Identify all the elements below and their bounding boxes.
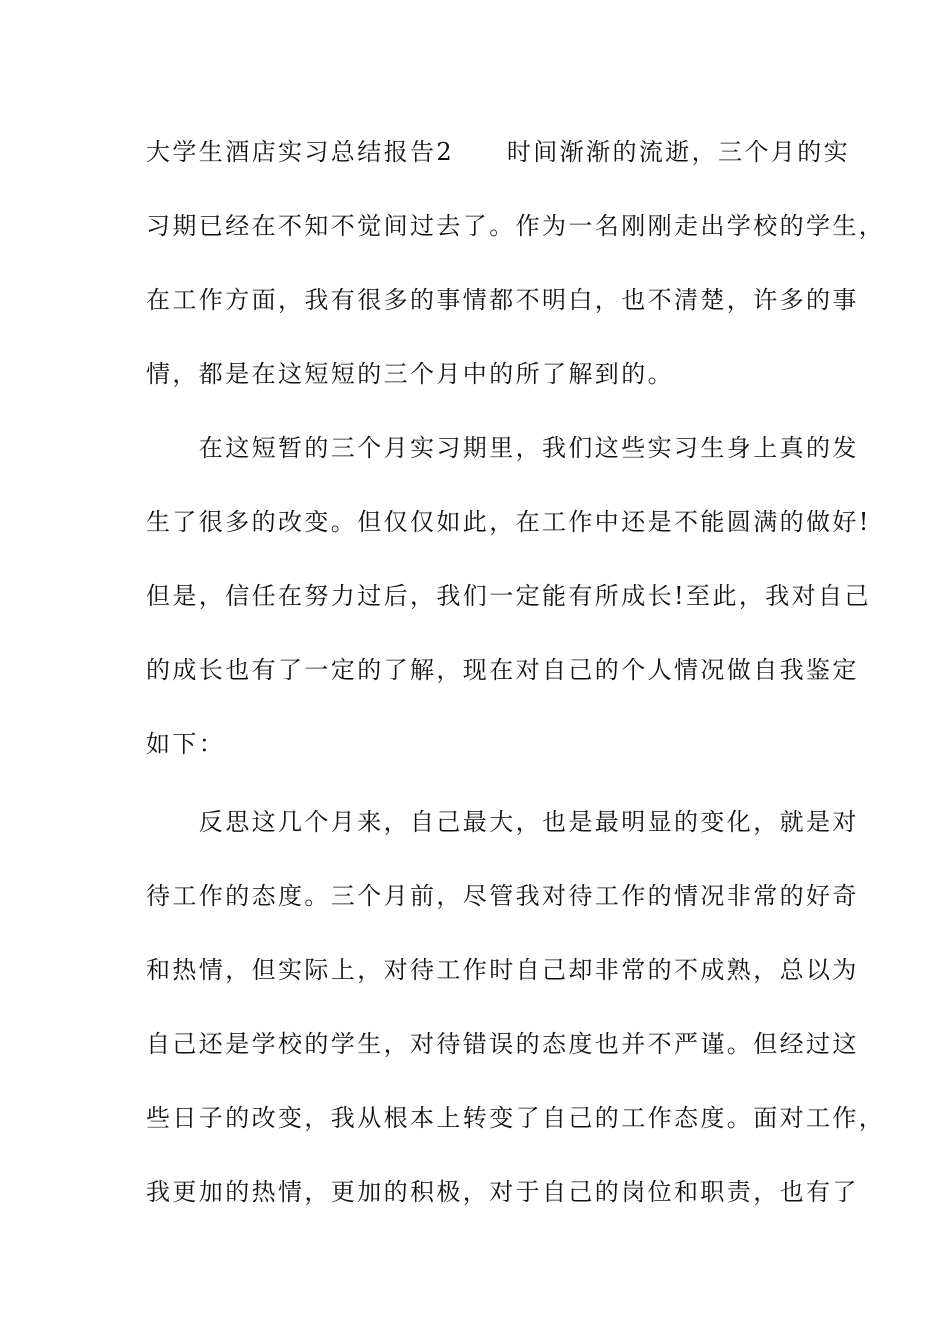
text-line: 反思这几个月来，自己最大，也是最明显的变化，就是对 <box>146 808 859 836</box>
text-line: 但是，信任在努力过后，我们一定能有所成长!至此，我对自己 <box>146 582 871 610</box>
text-line: 生了很多的改变。但仅仅如此，在工作中还是不能圆满的做好! <box>146 508 871 536</box>
text-line: 在工作方面，我有很多的事情都不明白，也不清楚，许多的事 <box>146 286 859 314</box>
text-line: 情，都是在这短短的三个月中的所了解到的。 <box>146 360 674 388</box>
text-line: 自己还是学校的学生，对待错误的态度也并不严谨。但经过这 <box>146 1030 859 1058</box>
text-line: 待工作的态度。三个月前，尽管我对待工作的情况非常的好奇 <box>146 882 859 910</box>
text-line: 些日子的改变，我从根本上转变了自己的工作态度。面对工作， <box>146 1104 886 1132</box>
text-line: 大学生酒店实习总结报告2 时间渐渐的流逝，三个月的实 <box>146 138 851 166</box>
text-line: 如下： <box>146 730 226 758</box>
text-line: 习期已经在不知不觉间过去了。作为一名刚刚走出学校的学生， <box>146 212 886 240</box>
text-line: 的成长也有了一定的了解，现在对自己的个人情况做自我鉴定 <box>146 656 859 684</box>
text-line: 我更加的热情，更加的积极，对于自己的岗位和职责，也有了 <box>146 1178 859 1206</box>
text-line: 和热情，但实际上，对待工作时自己却非常的不成熟，总以为 <box>146 956 859 984</box>
text-line: 在这短暂的三个月实习期里，我们这些实习生身上真的发 <box>146 434 859 462</box>
